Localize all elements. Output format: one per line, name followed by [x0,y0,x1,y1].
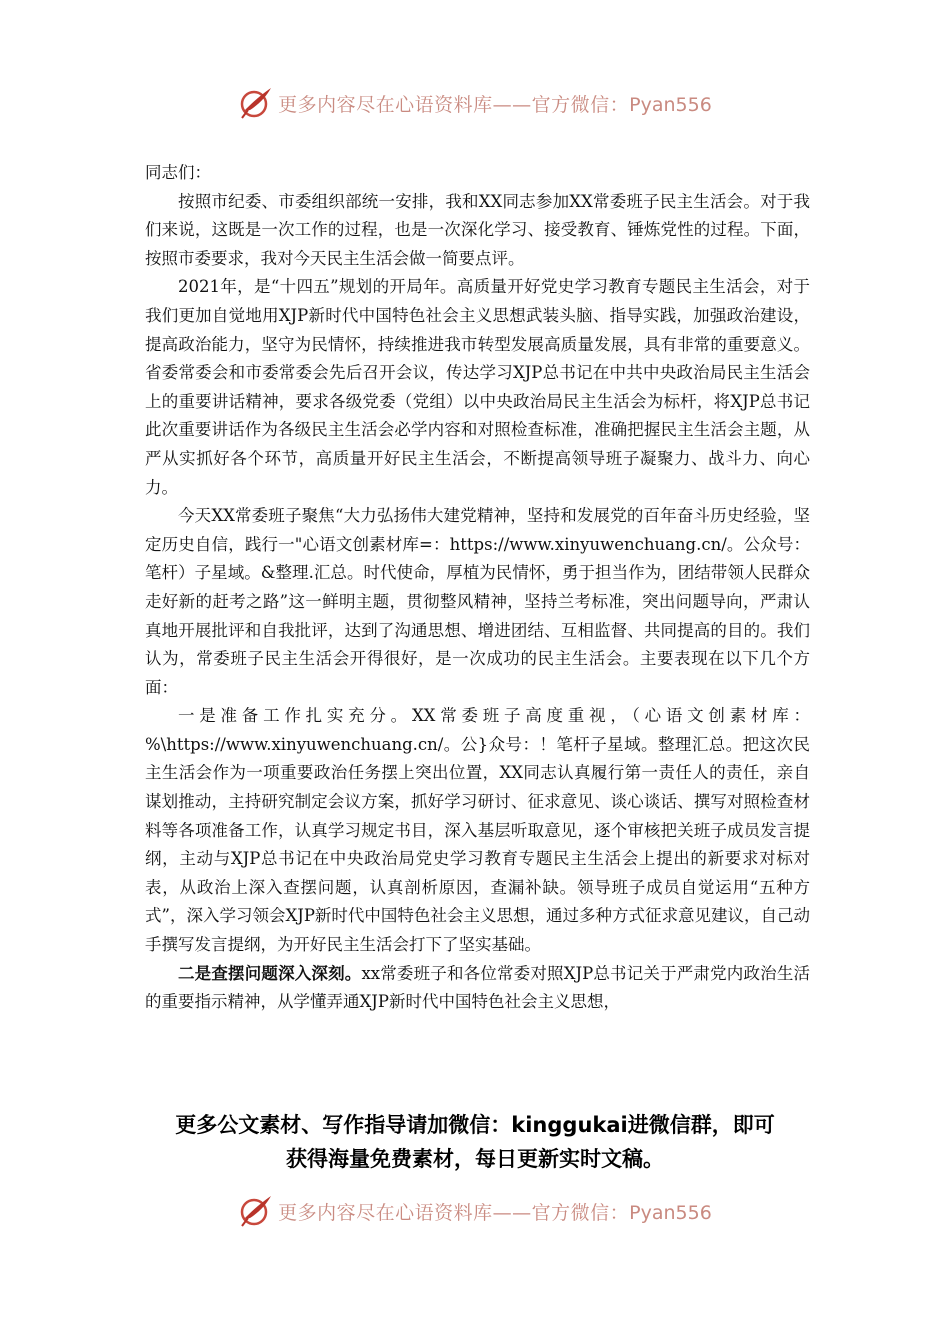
paragraph-theme: 今天XX常委班子聚焦“大力弘扬伟大建党精神，坚持和发展党的百年奋斗历史经验，坚定历史自信，践行一"心语文创素材库=：https://www.xinyuwenchuang.cn/。公众号：笔杆）子星域。&整理.汇总。时代使命，厚植为民情怀，勇于担当作为，团结带领人民群众走好新的赶考之路”这一鲜明主题，贯彻整风精神，坚持兰考标准，突出问题导向，严肃认真地开展批评和自我批评，达到了沟通思想、增进团结、互相监督、共同提高的目的。我们认为，常委班子民主生活会开得很好，是一次成功的民主生活会。主要表现在以下几个方面： [145,506,810,697]
paragraph-problems-text: xx常委班子和各位常委对照XJP总书记关于严肃党内政治生活的重要指示精神，从学懂弄通XJP新时代中国特色社会主义思想， [145,963,811,1012]
document-body [145,159,810,1017]
paragraph-intro: 按照市纪委、市委组织部统一安排，我和XX同志参加XX常委班子民主生活会。对于我们来说，这既是一次工作的过程，也是一次深化学习、接受教育、锤炼党性的过程。下面，按照市委要求，我对今天民主生活会做一简要点评。 [145,191,810,268]
paragraph-problems-heading: 二是查摆问题深入深刻。 [178,963,362,983]
header-banner-text: 更多内容尽在心语资料库——官方微信：Pyan556 [278,93,712,116]
quill-logo-icon [238,1193,274,1229]
paragraph-significance: 2021年，是“十四五”规划的开局年。高质量开好党史学习教育专题民主生活会，对于我们更加自觉地用XJP新时代中国特色社会主义思想武装头脑、指导实践，加强政治建设，提高政治能力，坚守为民情怀，持续推进我市转型发展高质量发展，具有非常的重要意义。省委常委会和市委常委会先后召开会议，传达学习XJP总书记在中共中央政治局民主生活会上的重要讲话精神，要求各级党委（党组）以中央政治局民主生活会为标杆，将XJP总书记此次重要讲话作为各级民主生活会必学内容和对照检查标准，准确把握民主生活会主题，从严从实抓好各个环节，高质量开好民主生活会，不断提高领导班子凝聚力、战斗力、向心力。 [145,277,810,497]
footer-banner-text: 更多内容尽在心语资料库——官方微信：Pyan556 [278,1201,712,1224]
promo-line-1: 更多公文素材、写作指导请加微信：kinggukai进微信群，即可 [175,1113,775,1137]
promo-notice [0,1108,950,1176]
paragraph-problems [145,960,810,1017]
paragraph-preparation: 一是准备工作扎实充分。XX常委班子高度重视，（心语文创素材库：%\https://www.xinyuwenchuang.cn/。公}众号：！笔杆子星域。整理汇总。把这次民主生活会作为一项重要政治任务摆上突出位置，XX同志认真履行第一责任人的责任，亲自谋划推动，主持研究制定会议方案，抓好学习研讨、征求意见、谈心谈话、撰写对照检查材料等各项准备工作，认真学习规定书目，深入基层听取意见，逐个审核把关班子成员发言提纲，主动与XJP总书记在中央政治局党史学习教育专题民主生活会上提出的新要求对标对表，从政治上深入查摆问题，认真剖析原因，查漏补缺。领导班子成员自觉运用“五种方式”，深入学习领会XJP新时代中国特色社会主义思想，通过多种方式征求意见建议，自己动手撰写发言提纲，为开好民主生活会打下了坚实基础。 [145,706,810,955]
salutation: 同志们： [145,163,211,182]
quill-logo-icon [238,85,274,121]
header-watermark-banner [0,78,950,128]
footer-watermark-banner [0,1186,950,1236]
promo-line-2: 获得海量免费素材，每日更新实时文稿。 [286,1147,664,1171]
